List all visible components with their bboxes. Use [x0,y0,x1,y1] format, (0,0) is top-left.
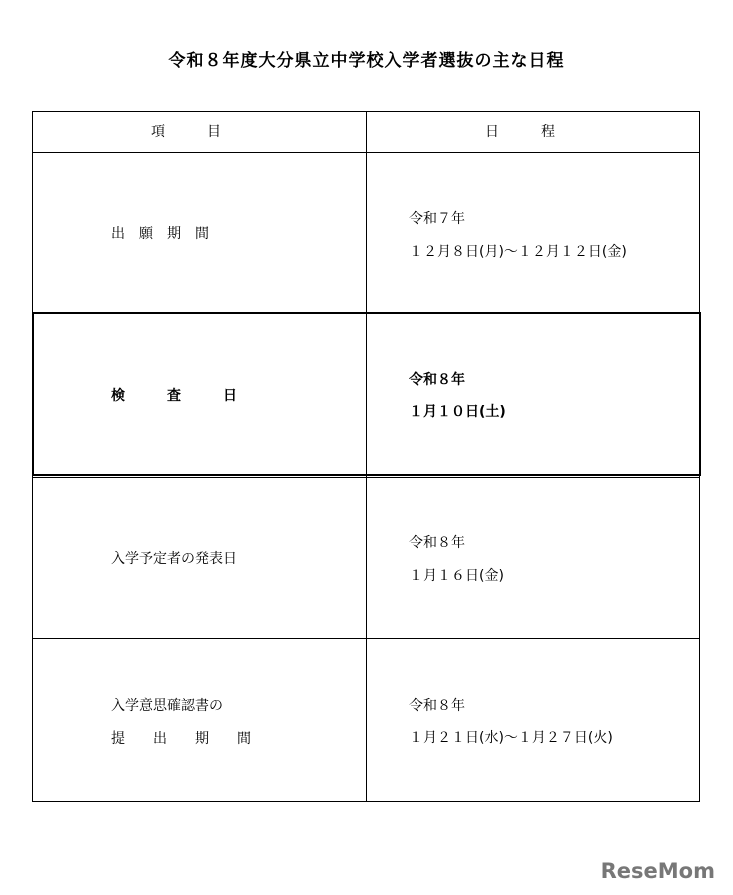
table-row [33,153,699,313]
exam-day-highlight-border [32,312,701,476]
row-year: 令和７年 [409,211,465,227]
row-label-line2: 提 出 期 間 [111,731,251,747]
row-label: 入学予定者の発表日 [111,551,237,567]
row-year: 令和８年 [409,372,465,388]
row-label: 出 願 期 間 [111,226,209,242]
row-year: 令和８年 [409,698,465,714]
header-item: 項 目 [151,124,221,140]
resemom-logo: ReseMom [600,859,715,883]
row-label-line1: 入学意思確認書の [111,698,223,714]
row-label: 検 査 日 [111,388,237,404]
table-header-row [33,112,699,153]
header-date: 日 程 [485,124,555,140]
row-year: 令和８年 [409,535,465,551]
row-date: １月１０日(土) [409,404,506,420]
table-row [33,639,699,801]
table-row [33,477,699,639]
row-date: １月１６日(金) [409,568,504,584]
row-date: １月２１日(水)～１月２７日(火) [409,730,613,746]
page-title: 令和８年度大分県立中学校入学者選抜の主な日程 [168,51,565,71]
row-date: １２月８日(月)～１２月１２日(金) [409,244,627,260]
